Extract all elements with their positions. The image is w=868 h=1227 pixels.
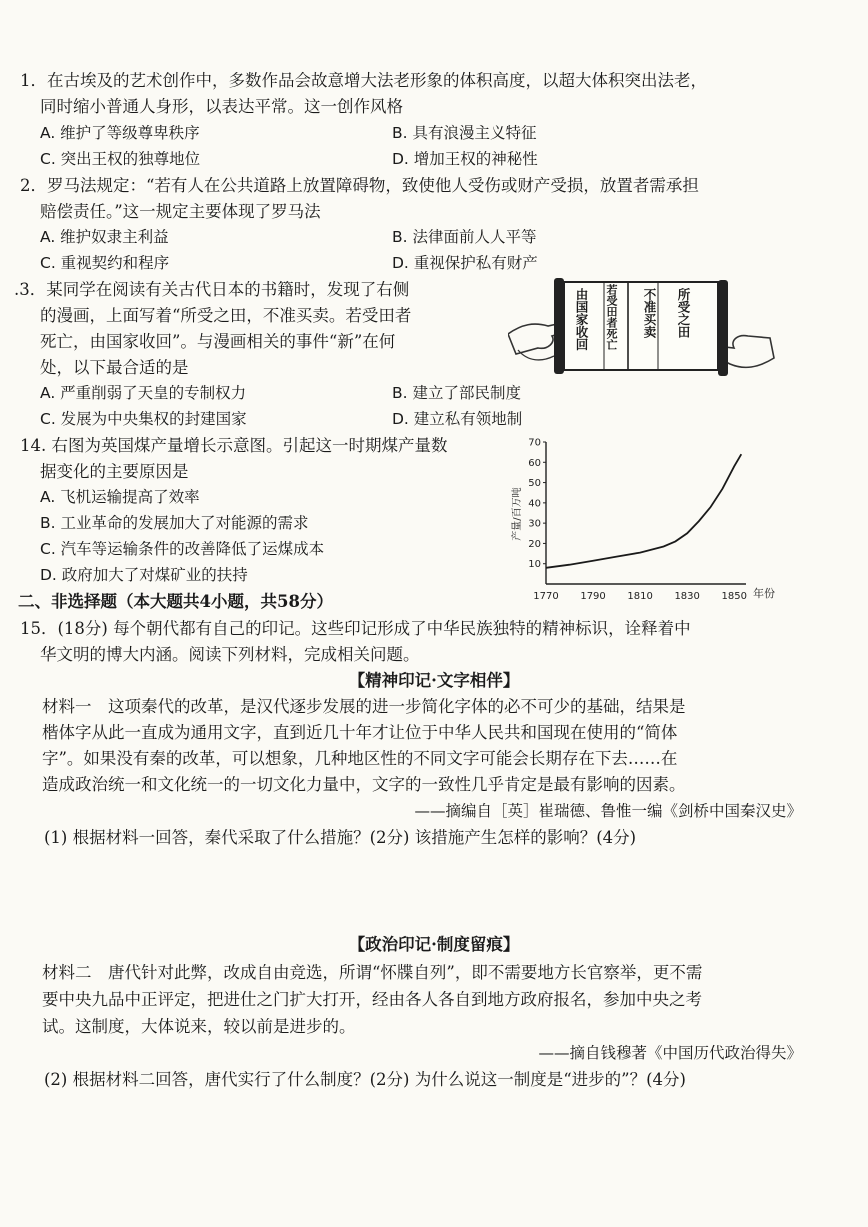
coal-production-chart [506, 436, 788, 612]
material2-line1: 材料二 唐代针对此弊，改成自由竞选，所谓“怀牒自列”，即不需要地方长官察举，更不需 [42, 963, 703, 982]
y-tick-label: 10 [528, 559, 541, 571]
q13-stem-line4: 处，以下最合适的是 [40, 358, 189, 377]
q11-option-a: A. 维护了等级尊卑秩序 [40, 124, 200, 142]
q13-option-c: C. 发展为中央集权的封建国家 [40, 410, 247, 428]
q11-option-d: D. 增加王权的神秘性 [392, 150, 538, 168]
part2-heading: 二、非选择题（本大题共4小题，共58分） [18, 592, 333, 611]
x-tick-label: 1810 [627, 591, 653, 602]
q11-option-b: B. 具有浪漫主义特征 [392, 124, 537, 142]
scroll-text-col3: 若受田者死亡 [605, 284, 618, 350]
material2-line3: 试。这制度，大体说来，较以前是进步的。 [42, 1017, 356, 1036]
q14-stem-line2: 据变化的主要原因是 [40, 462, 189, 481]
x-tick-label: 1770 [533, 591, 559, 602]
scroll-text-col4: 由国家收回 [574, 288, 589, 351]
q13-stem-line2: 的漫画，上面写着“所受之田，不准买卖。若受田者 [40, 306, 412, 325]
material1-line3: 字”。如果没有秦的改革，可以想象，几种地区性的不同文字可能会长期存在下去……在 [42, 749, 678, 768]
x-tick-label: 1830 [674, 591, 700, 602]
material1-source: ——摘编自［英］崔瑞德、鲁惟一编《剑桥中国秦汉史》 [414, 802, 802, 820]
y-tick-label: 40 [528, 498, 541, 510]
material2-line2: 要中央九品中正评定，把进仕之门扩大打开，经由各人各自到地方政府报名，参加中央之考 [42, 990, 702, 1009]
q14-stem-line1: 14. 右图为英国煤产量增长示意图。引起这一时期煤产量数 [20, 436, 448, 455]
x-tick-label: 1790 [580, 591, 606, 602]
material1-line2: 楷体字从此一直成为通用文字，直到近几十年才让位于中华人民共和国现在使用的“简体 [42, 723, 678, 742]
scroll-text-col1: 所受之田 [676, 288, 691, 338]
scroll-illustration [508, 272, 776, 392]
scroll-text-col2: 不准买卖 [642, 288, 657, 338]
q13-option-d: D. 建立私有领地制 [392, 410, 523, 428]
coal-series-line [546, 454, 741, 568]
q14-option-b: B. 工业革命的发展加大了对能源的需求 [40, 514, 309, 532]
q13-stem-line3: 死亡，由国家收回”。与漫画相关的事件“新”在何 [40, 332, 396, 351]
x-tick-label: 1850 [721, 591, 747, 602]
q12-stem-line2: 赔偿责任。”这一规定主要体现了罗马法 [40, 202, 321, 221]
q14-option-d: D. 政府加大了对煤矿业的扶持 [40, 566, 248, 584]
q15-subquestion-2: (2) 根据材料二回答，唐代实行了什么制度？(2分) 为什么说这一制度是“进步的”？(4分) [44, 1070, 686, 1089]
y-tick-label: 20 [528, 538, 541, 550]
q12-option-d: D. 重视保护私有财产 [392, 254, 538, 272]
q13-stem-line1: .3．某同学在阅读有关古代日本的书籍时，发现了右侧 [14, 280, 410, 299]
q15-subquestion-1: (1) 根据材料一回答，秦代采取了什么措施？(2分) 该措施产生怎样的影响？(4分) [44, 828, 637, 847]
y-tick-label: 50 [528, 478, 541, 490]
q13-option-a: A. 严重削弱了天皇的专制权力 [40, 384, 247, 402]
q11-option-c: C. 突出王权的独尊地位 [40, 150, 201, 168]
q12-option-a: A. 维护奴隶主利益 [40, 228, 169, 246]
y-tick-label: 70 [528, 437, 541, 449]
material1-line1: 材料一 这项秦代的改革，是汉代逐步发展的进一步简化字体的必不可少的基础，结果是 [42, 697, 686, 716]
section2-title: 【政治印记·制度留痕】 [348, 935, 520, 954]
q15-stem-line2: 华文明的博大内涵。阅读下列材料，完成相关问题。 [40, 645, 420, 664]
x-axis-label: 年份 [753, 587, 775, 600]
q12-option-b: B. 法律面前人人平等 [392, 228, 537, 246]
y-axis-label: 产量/百万吨 [512, 487, 523, 541]
q12-option-c: C. 重视契约和程序 [40, 254, 170, 272]
q12-stem-line1: 2．罗马法规定：“若有人在公共道路上放置障碍物，致使他人受伤或财产受损，放置者需承担 [20, 176, 699, 195]
q11-stem-line1: 1．在古埃及的艺术创作中，多数作品会故意增大法老形象的体积高度，以超大体积突出法老， [20, 71, 707, 90]
q15-stem-line1: 15．(18分) 每个朝代都有自己的印记。这些印记形成了中华民族独特的精神标识，诠释着中 [20, 619, 691, 638]
q14-option-a: A. 飞机运输提高了效率 [40, 488, 200, 506]
y-tick-label: 30 [528, 518, 541, 530]
q14-option-c: C. 汽车等运输条件的改善降低了运煤成本 [40, 540, 325, 558]
q13-option-b: B. 建立了部民制度 [392, 384, 521, 402]
q11-stem-line2: 同时缩小普通人身形，以表达平常。这一创作风格 [40, 97, 403, 116]
coal-chart-svg [506, 436, 788, 612]
material1-line4: 造成政治统一和文化统一的一切文化力量中，文字的一致性几乎肯定是最有影响的因素。 [42, 775, 686, 794]
y-tick-label: 60 [528, 457, 541, 469]
material2-source: ——摘自钱穆著《中国历代政治得失》 [538, 1044, 802, 1062]
section1-title: 【精神印记·文字相伴】 [348, 671, 520, 690]
